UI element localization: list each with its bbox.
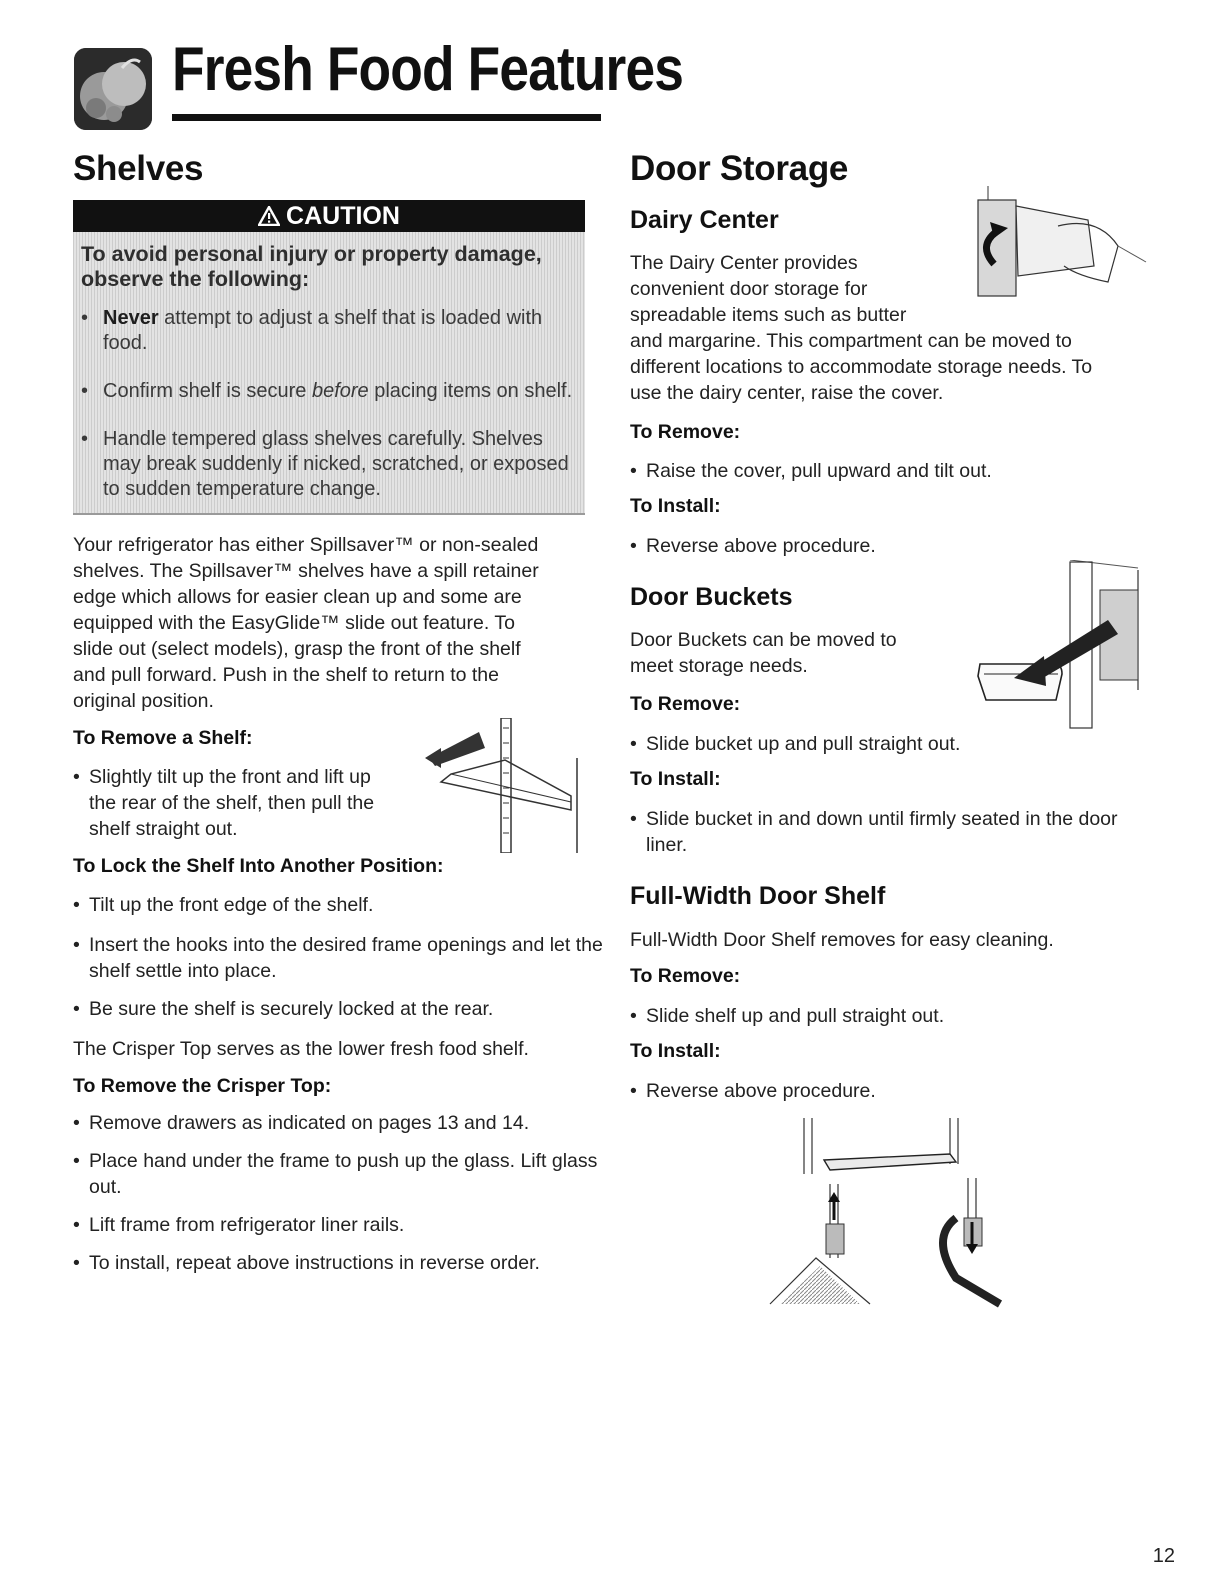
- dairy-center-illustration: [968, 186, 1148, 314]
- door-buckets-text: Door Buckets can be moved to meet storage needs.: [630, 629, 897, 677]
- lock-shelf-label: To Lock the Shelf Into Another Position:: [73, 855, 444, 877]
- door-bucket-illustration: [970, 560, 1142, 730]
- crisper-text: The Crisper Top serves as the lower fresh food shelf.: [73, 1038, 529, 1060]
- caution-list: [81, 306, 577, 525]
- full-width-install-item: • Reverse above procedure.: [630, 1080, 876, 1102]
- shelves-title: Shelves: [73, 149, 204, 188]
- full-width-shelf-title: Full-Width Door Shelf: [630, 882, 886, 910]
- caution-item: • Confirm shelf is secure before placing items on shelf.: [81, 380, 573, 402]
- lock-shelf-item: • Be sure the shelf is securely locked at the rear.: [73, 998, 494, 1020]
- caution-header: [73, 200, 585, 232]
- full-width-remove-label: To Remove:: [630, 965, 741, 987]
- full-width-shelf-illustration: [800, 1118, 1000, 1174]
- door-storage-title: Door Storage: [630, 149, 849, 188]
- crisper-item: • To install, repeat above instructions in reverse order.: [73, 1252, 540, 1274]
- full-width-install-label: To Install:: [630, 1040, 721, 1062]
- caution-box: [73, 200, 585, 515]
- caution-item: • Never attempt to adjust a shelf that is loaded with food.: [81, 307, 543, 354]
- crisper-item: • Lift frame from refrigerator liner rails.: [73, 1214, 405, 1236]
- dairy-install-label: To Install:: [630, 495, 721, 517]
- warning-icon: [258, 200, 280, 232]
- buckets-remove-item: • Slide bucket up and pull straight out.: [630, 733, 961, 755]
- dairy-remove-item: • Raise the cover, pull upward and tilt out.: [630, 460, 992, 482]
- caution-item: • Handle tempered glass shelves carefully. Shelves may break suddenly if nicked, scratched, or exposed to sudden temperature change.: [81, 428, 569, 500]
- buckets-remove-label: To Remove:: [630, 693, 741, 715]
- caution-intro: To avoid personal injury or property damage, observe the following:: [81, 242, 542, 291]
- remove-shelf-item: • Slightly tilt up the front and lift up the rear of the shelf, then pull the shelf straight out.: [73, 766, 375, 840]
- full-width-shelf-detail-illustration: [760, 1178, 1010, 1308]
- full-width-shelf-text: Full-Width Door Shelf removes for easy cleaning.: [630, 929, 1054, 951]
- lock-shelf-item: • Insert the hooks into the desired frame openings and let the shelf settle into place.: [73, 934, 603, 982]
- header-rule: [172, 114, 601, 121]
- lock-shelf-item: • Tilt up the front edge of the shelf.: [73, 894, 374, 916]
- full-width-remove-item: • Slide shelf up and pull straight out.: [630, 1005, 945, 1027]
- dairy-center-text: The Dairy Center provides convenient door storage for spreadable items such as butter and margarine. This compartment can be moved to different locations to accommodate storage needs. To use the dairy center, raise the cover.: [630, 252, 1093, 404]
- caution-label: CAUTION: [286, 202, 400, 230]
- fresh-food-icon: [74, 48, 152, 130]
- door-buckets-title: Door Buckets: [630, 583, 793, 611]
- dairy-install-item: • Reverse above procedure.: [630, 535, 876, 557]
- page-number: 12: [1152, 1545, 1175, 1567]
- crisper-item: • Place hand under the frame to push up the glass. Lift glass out.: [73, 1150, 598, 1198]
- buckets-install-label: To Install:: [630, 768, 721, 790]
- dairy-center-title: Dairy Center: [630, 206, 779, 234]
- page-header-title: Fresh Food Features: [172, 35, 684, 104]
- remove-crisper-label: To Remove the Crisper Top:: [73, 1075, 332, 1097]
- shelves-intro: Your refrigerator has either Spillsaver™ or non-sealed shelves. The Spillsaver™ shelves have a spill retainer edge which allows for easier clean up and some are equipped with the EasyGlide™ slide out feature. To slide out (select models), grasp the front of the shelf and pull forward. Push in the shelf to return to the original position.: [73, 534, 539, 712]
- buckets-install-item: • Slide bucket in and down until firmly seated in the door liner.: [630, 808, 1118, 856]
- dairy-remove-label: To Remove:: [630, 421, 741, 443]
- remove-shelf-label: To Remove a Shelf:: [73, 727, 253, 749]
- crisper-item: • Remove drawers as indicated on pages 13 and 14.: [73, 1112, 530, 1134]
- shelf-removal-illustration: [421, 718, 583, 853]
